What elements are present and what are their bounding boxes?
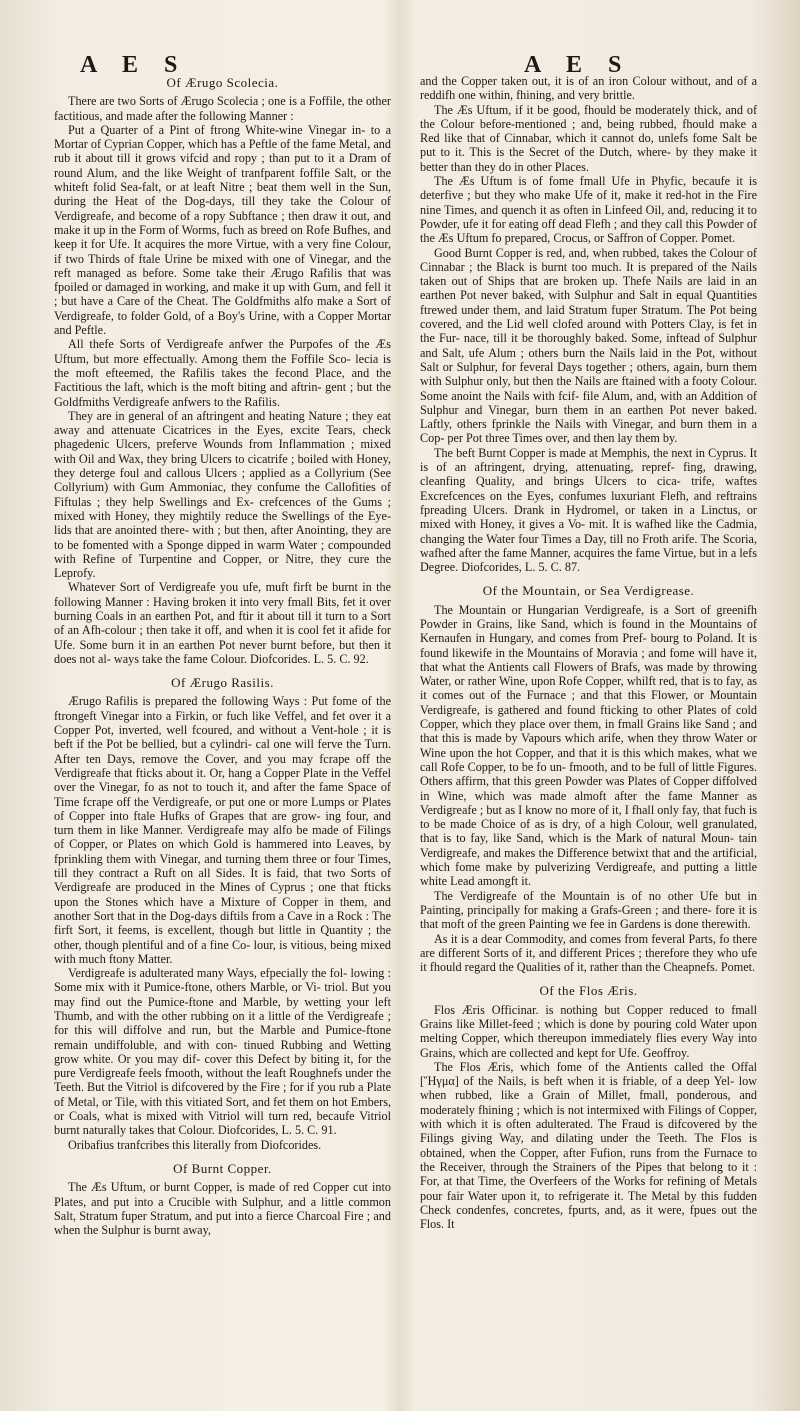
paragraph: They are in general of an aftringent and heating Nature ; they eat away and attenuate Cicatrices in the Eyes, excite Tears, check phagedenic Ulcers, preferve Wounds from Inflammation ; mixed with Oil and Wax, they bring Ulcers to cicatrife ; boiled with Honey, they deterge foul and callous Ulcers ; applied as a Collyrium (See Collyrium) with Gum Ammoniac, they confume the Callofities of Fiftulas ; they help Swellings and Ex- crefcences of the Gums ; mixed with Honey, they mightily reduce the Swellings of the Eye-lids that are anointed there- with ; but then, after Anointing, they are to be fomented with a Sponge dipped in warm Water ; compounded with Refine of Turpentine and Copper, or Nitre, they cure the Leprofy. — [54, 408, 391, 581]
paragraph: and the Copper taken out, it is of an iron Colour without, and of a reddifh one within, fhining, and very brittle. — [420, 74, 757, 103]
paragraph: Verdigreafe is adulterated many Ways, efpecially the fol- lowing : Some mix with it Pumice-ftone, others Marble, or Vi- triol. But you may find out the Pumice-ftone and Marble, by wetting your left Thumb, and with the other rubbing on it a little of the Verdigreafe ; for this will diffolve and run, but the Marble and Pumice-ftone remain undiffoluble, and with con- tinued Rubbing and Wetting grow white. Or you may dif- cover this Defect by biting it, for the pure Verdigreafe feels fmooth, without the leaft Roughnefs under the Teeth. But the Vitriol is difcovered by the Fire ; for if you rub a Plate of Metal, or Tile, with this vitiated Sort, and fet them on hot Embers, or Coals, what is mixed with Vitriol will turn red, becaufe Vitriol burnt naturally takes that Colour. Diofcorides, L. 5. C. 91. — [54, 966, 391, 1138]
paragraph: The Flos Æris, which fome of the Antients called the Offal [Ἥγμα] of the Nails, is beft when it is friable, of a deep Yel- low when rubbed, like a Grain of Millet, fmall, ponderous, and moderately fhining ; which is not intermixed with Filings of Copper, with which it is often adulterated. The Fraud is difcovered by the Filings giving Way, and dilating under the Teeth. The Flos is obtained, when the Copper, after Fufion, runs from the Furnace to the Receiver, through the Strainers of the Pipes that belong to it : For, at that Time, the Overfeers of the Works for refining of Metals pour fair Water upon it, to refrigerate it. The Metal by this fudden Check condenfes, concretes, fpurts, and, as it were, fpues out the Flos. It — [420, 1059, 757, 1232]
paragraph: The Mountain or Hungarian Verdigreafe, is a Sort of greenifh Powder in Grains, like Sand, which is found in the Mountains of Kernaufen in Hungary, and comes from Pref- bourg to Poland. It is found likewife in the Mountains of Moravia ; and fome will have it, that what the Antients call Flowers of Brafs, was made by throwing Water, or rather Wine, upon Rofe Copper, whilft red, that is to fay, as it comes out of the Furnace ; and that this Flower, or Mountain Verdigreafe, is gathered and found fticking to other Plates of cold Copper, which they place over them, in fmall Grains like Sand ; and that this is made by Vapours which arife, when they throw Water or Wine upon the hot Copper, and that it is this which makes, what we call Rofe Copper, to be fo un- fmooth, and to be full of little Figures. Others affirm, that this green Powder was Plates of Copper diffolved in Wine, which was made almoft after the fame Manner as Verdigreafe ; but as I know no more of it, I fhall only fay, that fuch is to be made Choice of as is dry, of a high Colour, well granulated, that is to fay, like Sand, which is the Mark of natural Moun- tain Verdigreafe, and makes the Difference betwixt that and the artificial, which fome make by pulverizing Verdigreafe, and putting a little white Lead amongft it. — [420, 602, 757, 889]
paragraph: Flos Æris Officinar. is nothing but Copper reduced to fmall Grains like Millet-feed ; which is done by pouring cold Water upon melting Copper, which thereupon immediately flies every Way into Grains, which are collected and kept for Ufe. Geoffroy. — [420, 1002, 757, 1060]
left-column — [54, 74, 391, 1237]
section-gap — [54, 1152, 391, 1160]
paragraph: As it is a dear Commodity, and comes from feveral Parts, fo there are different Sorts of it, and different Prices ; therefore they who ufe it fhould regard the Qualities of it, rather than the Cheapnefs. Pomet. — [420, 931, 757, 975]
paragraph: The Æs Uftum, if it be good, fhould be moderately thick, and of the Colour before-mentioned ; and, being rubbed, fhould make a Red like that of Cinnabar, which it cannot do, unlefs fome Salt be put to it. This is the Secret of the Dutch, where- by they make it better than they do in other Places. — [420, 102, 757, 174]
paragraph: Whatever Sort of Verdigreafe you ufe, muft firft be burnt in the following Manner : Having broken it into very fmall Bits, fet it over burning Coals in an earthen Pot, and ftir it about till it turn to a Sort of an Afh-colour ; then take it off, and when it is cool fet it afide for Ufe. Some burn it in an earthen Pot never burnt before, but then it does not al- ways take the fame Colour. Diofcorides. L. 5. C. 92. — [54, 580, 391, 666]
paragraph: The Æs Uftum is of fome fmall Ufe in Phyfic, becaufe it is deterfive ; but they who make Ufe of it, make it red-hot in the Fire nine Times, and quench it as often in Linfeed Oil, and, reducing it to Powder, ufe it for eating off dead Flefh ; and they call this Powder of the Æs Uftum fo prepared, Crocus, or Saffron of Copper. Pomet. — [420, 174, 757, 246]
paragraph: The beft Burnt Copper is made at Memphis, the next in Cyprus. It is of an aftringent, drying, attenuating, repref- fing, drawing, cleanfing Quality, and brings Ulcers to cica- trife, waftes Excrefcences on the Eyes, confumes luxuriant Flefh, and reftrains fpreading Ulcers. Drank in Hydromel, or taken in a Linctus, or mixed with Honey, it gives a Vo- mit. It is wafhed like the Cadmia, changing the Water four Times a Day, till no Froth arife. The Scoria, wafhed after the fame Manner, acquires the fame Virtue, but in a lefs Degree. Diofcorides, L. 5. C. 87. — [420, 445, 757, 575]
paragraph: The Verdigreafe of the Mountain is of no other Ufe but in Painting, principally for making a Grafs-Green ; and there- fore it is that moft of the green Painting we fee in Gardens is done therewith. — [420, 888, 757, 932]
paragraph: Good Burnt Copper is red, and, when rubbed, takes the Colour of Cinnabar ; the Black is burnt too much. It is prepared of the Nails taken out of Ships that are broken up. Thefe Nails are laid in an earthen Pot never baked, with Sulphur and Salt in equal Quantities ftrewed under them, and laid Stratum fuper Stratum. The Pot being covered, and the Lid well clofed around with Potters Clay, is fet in the Fur- nace, till it be thoroughly baked. Some, inftead of Sulphur and Salt, ufe Alum ; others burn the Nails laid in the Pot, without Salt or Sulphur, for feveral Days together ; others, again, burn them with Sulphur only, but then the Nails are ftained with a footy Colour. Some anoint the Nails with fcif- file Alum, and, with an Addition of Sulphur and Vinegar, burn them in an earthen Pot never baked. Laftly, others fprinkle the Nails with Vinegar, and burn them in a Cop- per Pot three Times over, and then lay them by. — [420, 245, 757, 446]
running-head-right: A E S — [524, 52, 632, 78]
section-gap — [54, 666, 391, 674]
paragraph: The Æs Uftum, or burnt Copper, is made of red Copper cut into Plates, and put into a Crucible with Sulphur, and a little common Salt, Stratum fuper Stratum, and put into a fierce Charcoal Fire ; and when the Sulphur is burnt away, — [54, 1180, 391, 1238]
running-head-left: A E S — [80, 52, 188, 78]
right-column — [420, 74, 757, 1231]
section-gap — [420, 574, 757, 582]
section-heading: Of the Mountain, or Sea Verdigrease. — [482, 583, 695, 599]
paragraph: There are two Sorts of Ærugo Scolecia ; one is a Foffile, the other factitious, and made after the following Manner : — [54, 94, 391, 123]
section-heading: Of Ærugo Rasilis. — [171, 675, 274, 691]
section-heading: Of Burnt Copper. — [173, 1160, 272, 1176]
paragraph: All thefe Sorts of Verdigreafe anfwer the Purpofes of the Æs Uftum, but more effectually. Among them the Foffile Sco- lecia is the moft efteemed, the Rafilis takes the fecond Place, and the Factitious the laft, which is the moft biting and aftrin- gent ; but the Goldfmiths Verdigreafe anfwers to the Rafilis. — [54, 337, 391, 409]
section-heading: Of Ærugo Scolecia. — [166, 75, 279, 90]
section-heading: Of the Flos Æris. — [539, 983, 638, 999]
paragraph: Oribafius tranfcribes this literally from Diofcorides. — [68, 1137, 322, 1152]
paragraph: Put a Quarter of a Pint of ftrong White-wine Vinegar in- to a Mortar of Cyprian Copper, which has a Peftle of the fame Metal, and rub it about till it grows vifcid and ropy ; than put to it a Dram of round Alum, and the like Weight of tranfparent foffile Salt, or the whiteft folid Sea-falt, or at leaft Nitre ; beat them well in the Sun, during the Heat of the Dog-days, till they take the Colour of Verdigreafe, and become of a ropy Subftance ; then draw it out, and make it up in the Form of Worms, fuch as breed on Rofe Bufhes, and keep it for Ufe. It acquires the more Virtue, with a very fine Colour, if two Thirds of ftale Urine be mixed with one of Vinegar, and the reft managed as before. Some take their Ærugo Rafilis that was fpoiled or damaged in working, and make it up with Gum, and fell it ; but have a Care of the Cheat. The Goldfmiths alfo make a Sort of Verdigreafe, to folder Gold, of a Boy's Urine, with a Copper Mortar and Peftle. — [54, 122, 391, 338]
section-gap — [420, 974, 757, 982]
paragraph: Ærugo Rafilis is prepared the following Ways : Put fome of the ftrongeft Vinegar into a Firkin, or fuch like Veffel, and fet over it a Copper Pot, inverted, well fcoured, and without a Vent-hole ; it is beft if the Pot be bellied, but a cylindri- cal one will ferve the Turn. After ten Days, remove the Cover, and you may fcrape off the Verdigreafe that fticks about it. Or, hang a Copper Plate in the Veffel over the Vinegar, fo as not to touch it, and after the fame Space of Time fcrape off the Verdigreafe, or put one or more Lumps or Plates of Copper into ftale Hufks of Grapes that are grow- ing four, and turn them in like Manner. Verdigreafe may alfo be made of Filings of Copper, or Plates on which Gold is hammered into Leaves, by fprinkling them with Vinegar, and turning them three or four Times, till they contract a Ruft on all Sides. It is faid, that two Sorts of Verdigreafe are produced in the Mines of Cyprus ; one that fticks upon the Stones which have a Mixture of Copper in them, and another Sort that in the Dog-days diftils from a Cave in a Rock : The firft Sort, it feems, is excellent, though but little in Quantity ; the other, though plentiful and of a fine Co- lour, is vitious, being mixed with much ftony Matter. — [54, 694, 391, 966]
